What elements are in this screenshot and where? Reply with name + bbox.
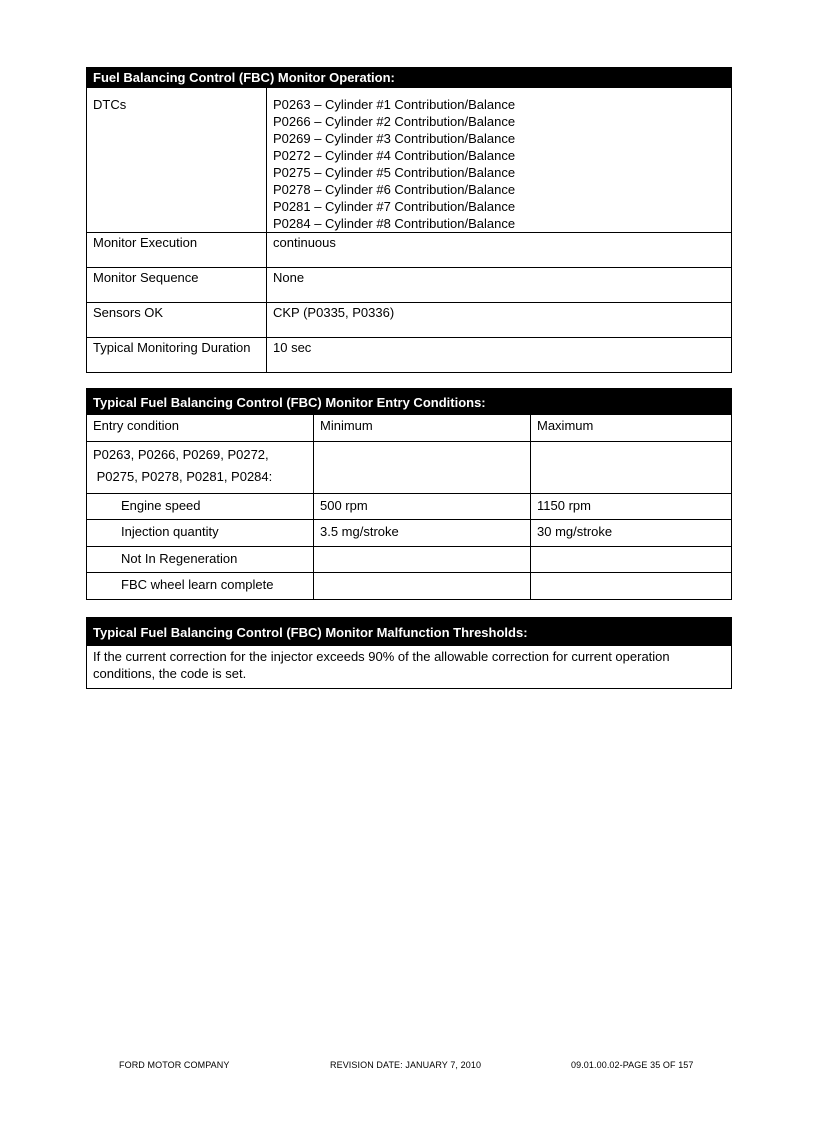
- footer-revision: REVISION DATE: JANUARY 7, 2010: [330, 1060, 482, 1070]
- malfunction-thresholds-title-text: Typical Fuel Balancing Control (FBC) Monitor Malfunction Thresholds:: [93, 624, 528, 640]
- dtc-group-label: [87, 442, 314, 494]
- table-row: [87, 494, 732, 520]
- dtc-item: P0269 – Cylinder #3 Contribution/Balance: [273, 131, 516, 146]
- entry-conditions-title-text: Typical Fuel Balancing Control (FBC) Monitor Entry Conditions:: [93, 394, 486, 410]
- dtc-list: [267, 88, 732, 233]
- condition-max: 30 mg/stroke: [531, 520, 732, 547]
- footer-page: 09.01.00.02-PAGE 35 OF 157: [571, 1060, 694, 1070]
- row-value: CKP (P0335, P0336): [267, 303, 732, 338]
- row-label: Typical Monitoring Duration: [87, 338, 267, 373]
- table-row: [87, 573, 732, 600]
- row-value: 10 sec: [267, 338, 732, 373]
- table-row: [87, 547, 732, 573]
- monitor-operation-table: [86, 67, 732, 373]
- dtc-item: P0284 – Cylinder #8 Contribution/Balance: [273, 216, 516, 231]
- monitor-operation-title-text: Fuel Balancing Control (FBC) Monitor Operation:: [93, 70, 395, 85]
- table-row: [87, 268, 732, 303]
- row-label: Monitor Sequence: [87, 268, 267, 303]
- malfunction-thresholds-title: [87, 618, 732, 646]
- dtc-item: P0266 – Cylinder #2 Contribution/Balance: [273, 114, 516, 129]
- table-row: [87, 442, 732, 494]
- malfunction-threshold-text: If the current correction for the injector exceeds 90% of the allowable correction for current operation conditions, the code is set.: [87, 646, 732, 689]
- condition-name: Engine speed: [87, 494, 314, 520]
- entry-conditions-title: [87, 389, 732, 415]
- row-value: continuous: [267, 233, 732, 268]
- dtc-group-line: P0275, P0278, P0281, P0284:: [93, 469, 273, 484]
- condition-name: Not In Regeneration: [87, 547, 314, 573]
- condition-max: 1150 rpm: [531, 494, 732, 520]
- row-label: DTCs: [87, 88, 267, 233]
- footer-company: FORD MOTOR COMPANY: [119, 1060, 230, 1070]
- table-row: [87, 646, 732, 689]
- condition-name: Injection quantity: [87, 520, 314, 547]
- table-row: [87, 88, 732, 233]
- table-row: [87, 303, 732, 338]
- table-header-row: [87, 415, 732, 442]
- condition-min: [314, 547, 531, 573]
- condition-min: [314, 573, 531, 600]
- condition-max: [531, 547, 732, 573]
- table-row: [87, 520, 732, 547]
- table-row: [87, 233, 732, 268]
- dtc-item: P0263 – Cylinder #1 Contribution/Balance: [273, 97, 516, 112]
- dtc-item: P0281 – Cylinder #7 Contribution/Balance: [273, 199, 516, 214]
- row-label: Monitor Execution: [87, 233, 267, 268]
- column-header-maximum: Maximum: [531, 415, 732, 442]
- monitor-operation-title: [87, 68, 732, 88]
- dtc-group-line: P0263, P0266, P0269, P0272,: [93, 447, 269, 462]
- entry-conditions-table: [86, 388, 732, 600]
- condition-min: 3.5 mg/stroke: [314, 520, 531, 547]
- row-label: Sensors OK: [87, 303, 267, 338]
- empty-cell: [314, 442, 531, 494]
- dtc-item: P0272 – Cylinder #4 Contribution/Balance: [273, 148, 516, 163]
- dtc-item: P0278 – Cylinder #6 Contribution/Balance: [273, 182, 516, 197]
- row-value: None: [267, 268, 732, 303]
- empty-cell: [531, 442, 732, 494]
- malfunction-thresholds-table: [86, 617, 732, 689]
- condition-min: 500 rpm: [314, 494, 531, 520]
- dtc-item: P0275 – Cylinder #5 Contribution/Balance: [273, 165, 516, 180]
- column-header-entry-condition: Entry condition: [87, 415, 314, 442]
- table-row: [87, 338, 732, 373]
- column-header-minimum: Minimum: [314, 415, 531, 442]
- condition-max: [531, 573, 732, 600]
- condition-name: FBC wheel learn complete: [87, 573, 314, 600]
